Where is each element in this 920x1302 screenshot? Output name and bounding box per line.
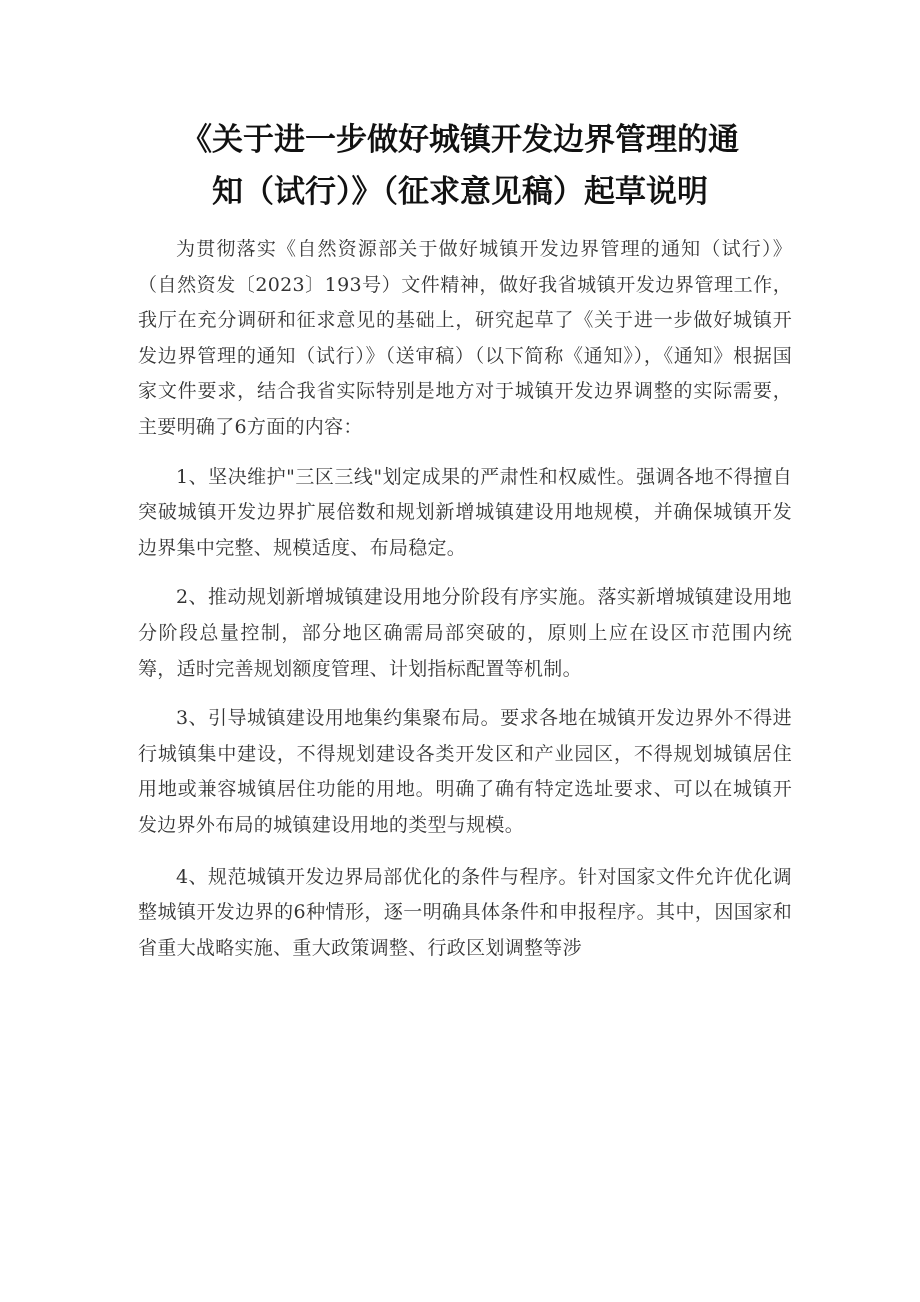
item-2-paragraph: 2、推动规划新增城镇建设用地分阶段有序实施。落实新增城镇建设用地分阶段总量控制，部分地区确需局部突破的，原则上应在设区市范围内统筹，适时完善规划额度管理、计划指标配置等机制。 xyxy=(138,586,792,680)
item-3-paragraph: 3、引导城镇建设用地集约集聚布局。要求各地在城镇开发边界外不得进行城镇集中建设，不得规划建设各类开发区和产业园区，不得规划城镇居住用地或兼容城镇居住功能的用地。明确了确有特定选址要求、可以在城镇开发边界外布局的城镇建设用地的类型与规模。 xyxy=(138,707,792,836)
document-body xyxy=(138,232,792,980)
document-title-line-1: 《关于进一步做好城镇开发边界管理的通 xyxy=(181,122,739,158)
document-title-line-2: 知（试行）》（征求意见稿）起草说明 xyxy=(212,174,708,210)
item-4-paragraph: 4、规范城镇开发边界局部优化的条件与程序。针对国家文件允许优化调整城镇开发边界的6种情形，逐一明确具体条件和申报程序。其中，因国家和省重大战略实施、重大政策调整、行政区划调整等涉 xyxy=(138,865,792,959)
item-1-paragraph: 1、坚决维护"三区三线"划定成果的严肃性和权威性。强调各地不得擅自突破城镇开发边界扩展倍数和规划新增城镇建设用地规模，并确保城镇开发边界集中完整、规模适度、布局稳定。 xyxy=(138,465,792,559)
intro-paragraph: 为贯彻落实《自然资源部关于做好城镇开发边界管理的通知（试行）》（自然资发〔2023〕193号）文件精神，做好我省城镇开发边界管理工作，我厅在充分调研和征求意见的基础上，研究起草了《关于进一步做好城镇开发边界管理的通知（试行）》（送审稿）（以下简称《通知》），《通知》根据国家文件要求，结合我省实际特别是地方对于城镇开发边界调整的实际需要，主要明确了6方面的内容： xyxy=(138,238,792,438)
